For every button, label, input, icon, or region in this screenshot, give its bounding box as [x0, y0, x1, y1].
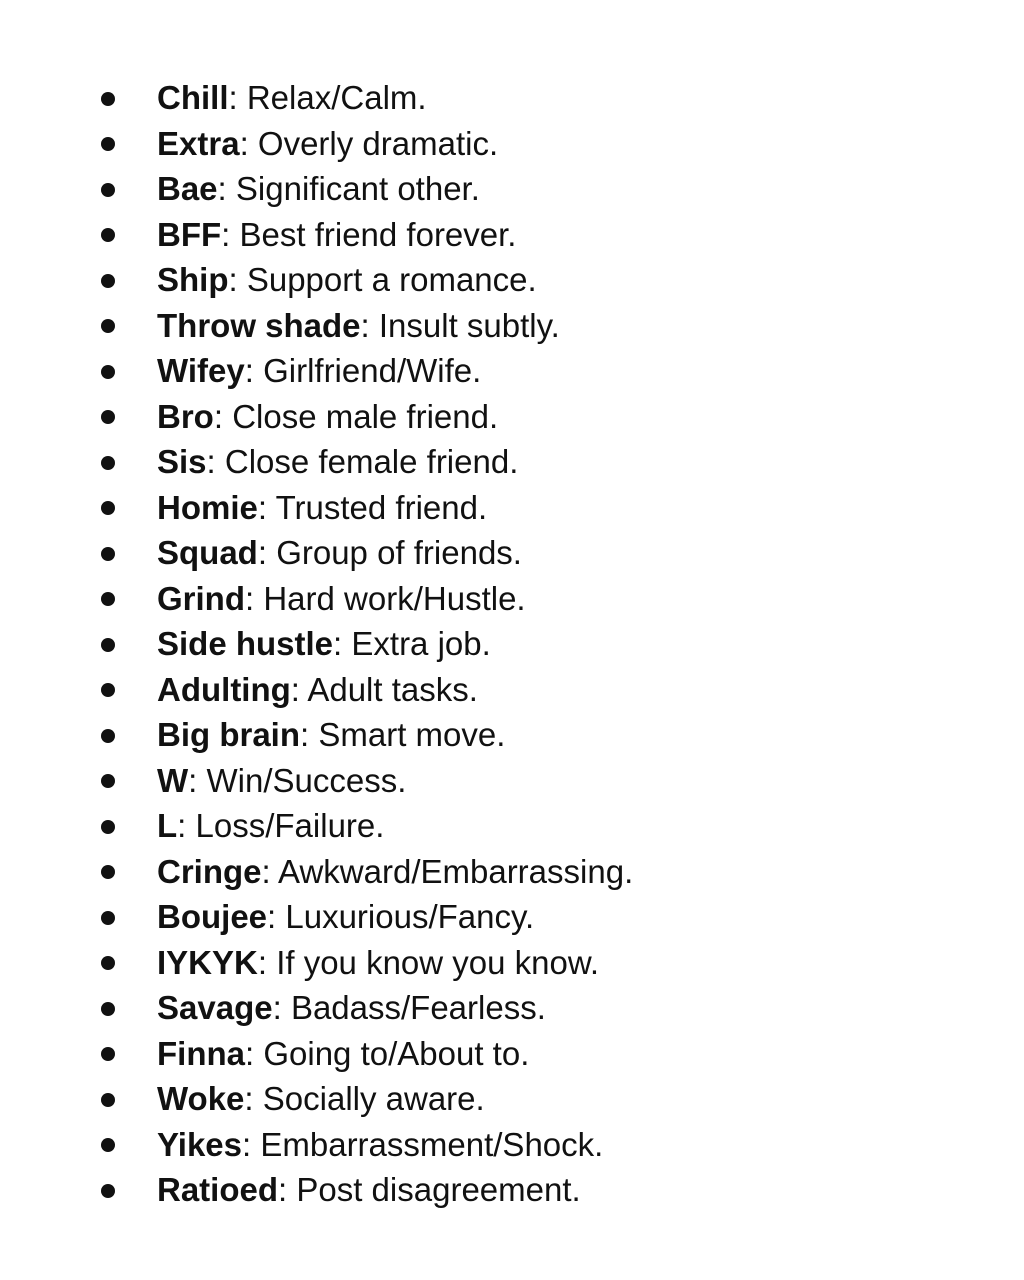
slang-definition: If you know you know.	[276, 943, 600, 981]
list-entry: Savage: Badass/Fearless.	[157, 989, 546, 1026]
slang-definition: Girlfriend/Wife.	[263, 352, 482, 389]
slang-definition: Support a romance.	[246, 261, 537, 298]
slang-term: Chill	[157, 79, 229, 116]
list-entry: IYKYK: If you know you know.	[157, 943, 600, 981]
slang-term: Savage	[157, 989, 273, 1026]
slang-term: BFF	[157, 215, 222, 253]
slang-term: Wifey	[157, 352, 245, 389]
list-entry: Ratioed: Post disagreement.	[157, 1171, 581, 1208]
bullet-icon	[101, 456, 115, 470]
bullet-icon	[101, 956, 115, 970]
bullet-icon	[101, 1002, 115, 1016]
slang-definition: Relax/Calm.	[246, 79, 427, 116]
list-entry: Side hustle: Extra job.	[157, 625, 491, 662]
list-entry: Finna: Going to/About to.	[157, 1034, 530, 1072]
slang-term: Big brain	[157, 716, 301, 753]
slang-term: Adulting	[157, 670, 291, 708]
bullet-icon	[101, 1047, 115, 1061]
slang-definition: Embarrassment/Shock.	[260, 1125, 604, 1163]
slang-term: Throw shade	[157, 306, 361, 344]
slang-term: Woke	[157, 1080, 245, 1117]
list-entry: Woke: Socially aware.	[157, 1080, 485, 1117]
list-entry: W: Win/Success.	[157, 761, 407, 799]
list-entry: Extra: Overly dramatic.	[157, 124, 499, 162]
bullet-icon	[101, 319, 115, 333]
bullet-icon	[101, 1138, 115, 1152]
bullet-icon	[101, 137, 115, 151]
slang-term: W	[157, 761, 189, 799]
bullet-icon	[101, 729, 115, 743]
slang-definition: Trusted friend.	[275, 488, 488, 526]
bullet-icon	[101, 1184, 115, 1198]
list-entry: Throw shade: Insult subtly.	[157, 306, 560, 344]
bullet-icon	[101, 1093, 115, 1107]
list-entry: Ship: Support a romance.	[157, 261, 537, 298]
list-entry: Bae: Significant other.	[157, 170, 480, 207]
slang-definition: Badass/Fearless.	[290, 989, 546, 1026]
bullet-icon	[101, 92, 115, 106]
slang-definition: Significant other.	[235, 170, 480, 207]
list-entry: BFF: Best friend forever.	[157, 215, 517, 253]
list-entry: Yikes: Embarrassment/Shock.	[157, 1125, 604, 1163]
slang-definition: Adult tasks.	[307, 670, 478, 708]
list-entry: Wifey: Girlfriend/Wife.	[157, 352, 482, 389]
list-entry: L: Loss/Failure.	[157, 807, 385, 844]
list-entry: Bro: Close male friend.	[157, 397, 499, 435]
slang-definition: Post disagreement.	[296, 1171, 581, 1208]
slang-term: Bro	[157, 397, 214, 435]
slang-term: Side hustle	[157, 625, 334, 662]
slang-term: Sis	[157, 443, 207, 480]
slang-term: Grind	[157, 579, 245, 617]
slang-term: L	[157, 807, 178, 844]
slang-definition: Smart move.	[318, 716, 506, 753]
bullet-icon	[101, 911, 115, 925]
bullet-icon	[101, 638, 115, 652]
list-entry: Cringe: Awkward/Embarrassing.	[157, 852, 634, 890]
list-entry: Sis: Close female friend.	[157, 443, 519, 480]
slang-term: Boujee	[157, 898, 268, 935]
list-entry: Big brain: Smart move.	[157, 716, 506, 753]
bullet-icon	[101, 183, 115, 197]
bullet-icon	[101, 547, 115, 561]
slang-term: IYKYK	[157, 943, 258, 981]
slang-definition: Extra job.	[351, 625, 491, 662]
slang-term: Yikes	[157, 1125, 243, 1163]
list-entry: Homie: Trusted friend.	[157, 488, 488, 526]
bullet-icon	[101, 228, 115, 242]
slang-term: Homie	[157, 488, 258, 526]
slang-definition: Loss/Failure.	[195, 807, 385, 844]
list-entry: Squad: Group of friends.	[157, 534, 522, 571]
slang-term: Extra	[157, 124, 240, 162]
slang-term: Cringe	[157, 852, 262, 890]
slang-term: Finna	[157, 1034, 245, 1072]
bullet-icon	[101, 865, 115, 879]
bullet-icon	[101, 410, 115, 424]
slang-definition: Best friend forever.	[239, 215, 517, 253]
slang-term: Ratioed	[157, 1171, 279, 1208]
bullet-icon	[101, 274, 115, 288]
bullet-icon	[101, 592, 115, 606]
list-entry: Boujee: Luxurious/Fancy.	[157, 898, 535, 935]
slang-definition: Insult subtly.	[378, 306, 560, 344]
slang-definition: Close male friend.	[232, 397, 499, 435]
list-entry: Adulting: Adult tasks.	[157, 670, 478, 708]
bullet-icon	[101, 820, 115, 834]
slang-definition: Group of friends.	[276, 534, 522, 571]
slang-definition: Hard work/Hustle.	[263, 579, 526, 617]
list-entry: Grind: Hard work/Hustle.	[157, 579, 526, 617]
slang-term: Bae	[157, 170, 218, 207]
bullet-icon	[101, 683, 115, 697]
bullet-icon	[101, 365, 115, 379]
slang-definition: Luxurious/Fancy.	[285, 898, 535, 935]
slang-definition: Going to/About to.	[263, 1034, 530, 1072]
bullet-icon	[101, 501, 115, 515]
slang-definition: Win/Success.	[206, 761, 407, 799]
bullet-icon	[101, 774, 115, 788]
slang-definition: Awkward/Embarrassing.	[278, 852, 634, 890]
slang-definition: Close female friend.	[224, 443, 519, 480]
list-entry: Chill: Relax/Calm.	[157, 79, 427, 116]
slang-term: Ship	[157, 261, 229, 298]
slang-term: Squad	[157, 534, 258, 571]
slang-definition: Overly dramatic.	[257, 124, 499, 162]
slang-definition: Socially aware.	[262, 1080, 485, 1117]
